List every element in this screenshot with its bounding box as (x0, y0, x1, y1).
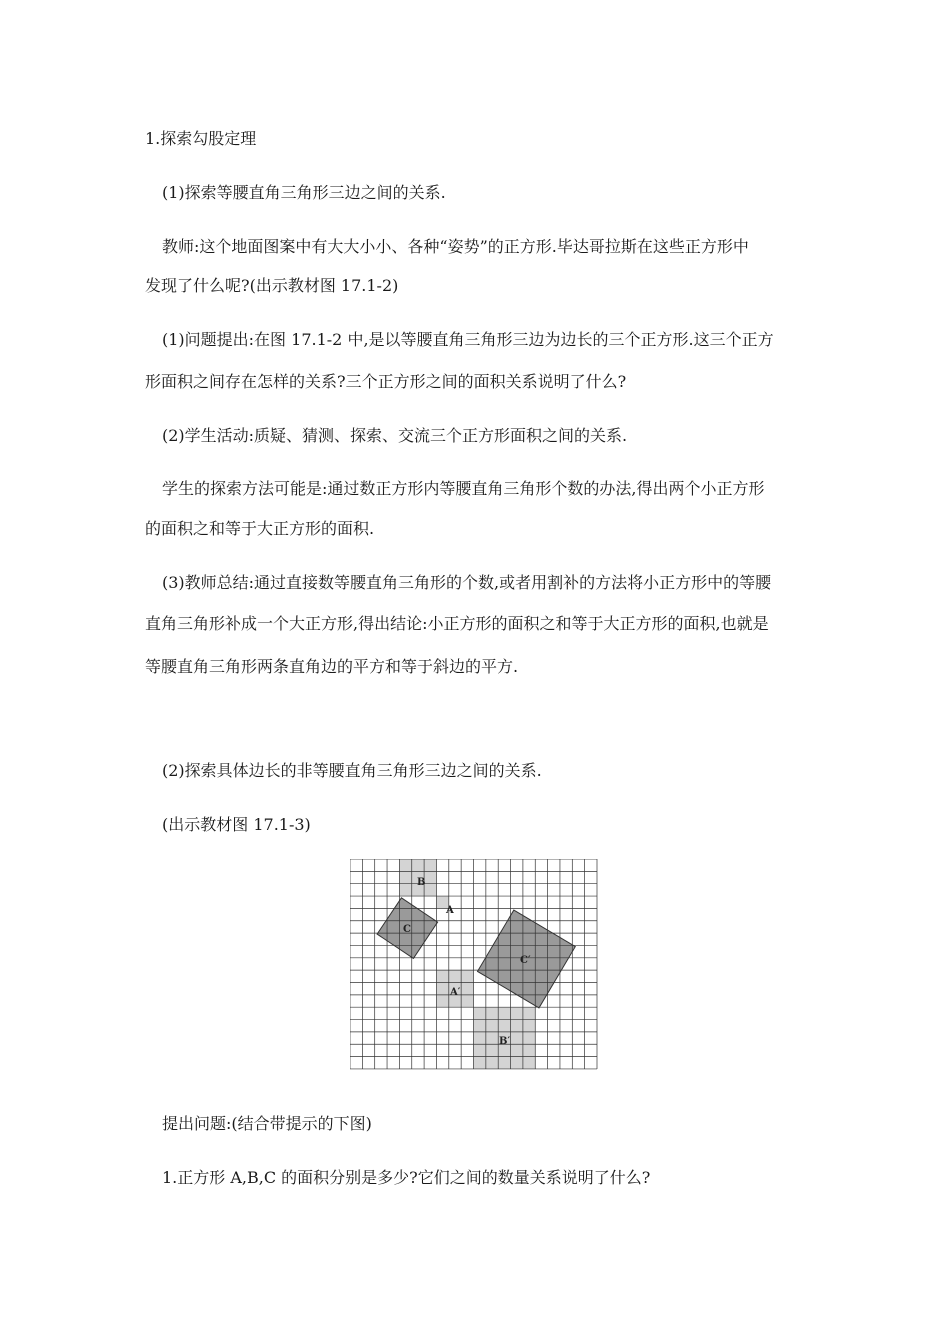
paragraph-line: 学生的探索方法可能是:通过数正方形内等腰直角三角形个数的办法,得出两个小正方形 (162, 479, 765, 498)
subsection-heading-1: (1)探索等腰直角三角形三边之间的关系. (162, 183, 446, 202)
paragraph-line: (2)学生活动:质疑、猜测、探索、交流三个正方形面积之间的关系. (162, 426, 628, 445)
grid-lines (350, 859, 597, 1069)
label-c: C (403, 924, 411, 935)
figure-reference: (出示教材图 17.1-3) (162, 815, 311, 834)
paragraph-line: 的面积之和等于大正方形的面积. (145, 519, 375, 538)
paragraph-line: 等腰直角三角形两条直角边的平方和等于斜边的平方. (145, 657, 519, 676)
label-a: A (446, 905, 454, 916)
label-c-prime: C′ (520, 955, 531, 966)
pythagorean-grid-figure (350, 859, 600, 1071)
paragraph-line: 发现了什么呢?(出示教材图 17.1-2) (145, 276, 399, 295)
question-1: 1.正方形 A,B,C 的面积分别是多少?它们之间的数量关系说明了什么? (162, 1168, 651, 1187)
paragraph-line: 直角三角形补成一个大正方形,得出结论:小正方形的面积之和等于大正方形的面积,也就是 (145, 614, 769, 633)
section-heading: 1.探索勾股定理 (145, 129, 257, 148)
paragraph-line: 教师:这个地面图案中有大大小小、各种“姿势”的正方形.毕达哥拉斯在这些正方形中 (162, 237, 749, 256)
paragraph-line: (1)问题提出:在图 17.1-2 中,是以等腰直角三角形三边为边长的三个正方形.这三个正方 (162, 330, 774, 349)
subsection-heading-2: (2)探索具体边长的非等腰直角三角形三边之间的关系. (162, 761, 542, 780)
paragraph-line: 形面积之间存在怎样的关系?三个正方形之间的面积关系说明了什么? (145, 372, 627, 391)
label-b-prime: B′ (499, 1036, 511, 1047)
paragraph-line: (3)教师总结:通过直接数等腰直角三角形的个数,或者用割补的方法将小正方形中的等腰 (162, 573, 772, 592)
question-prompt: 提出问题:(结合带提示的下图) (162, 1114, 372, 1133)
label-b: B (417, 877, 426, 888)
label-a-prime: A′ (450, 987, 461, 998)
